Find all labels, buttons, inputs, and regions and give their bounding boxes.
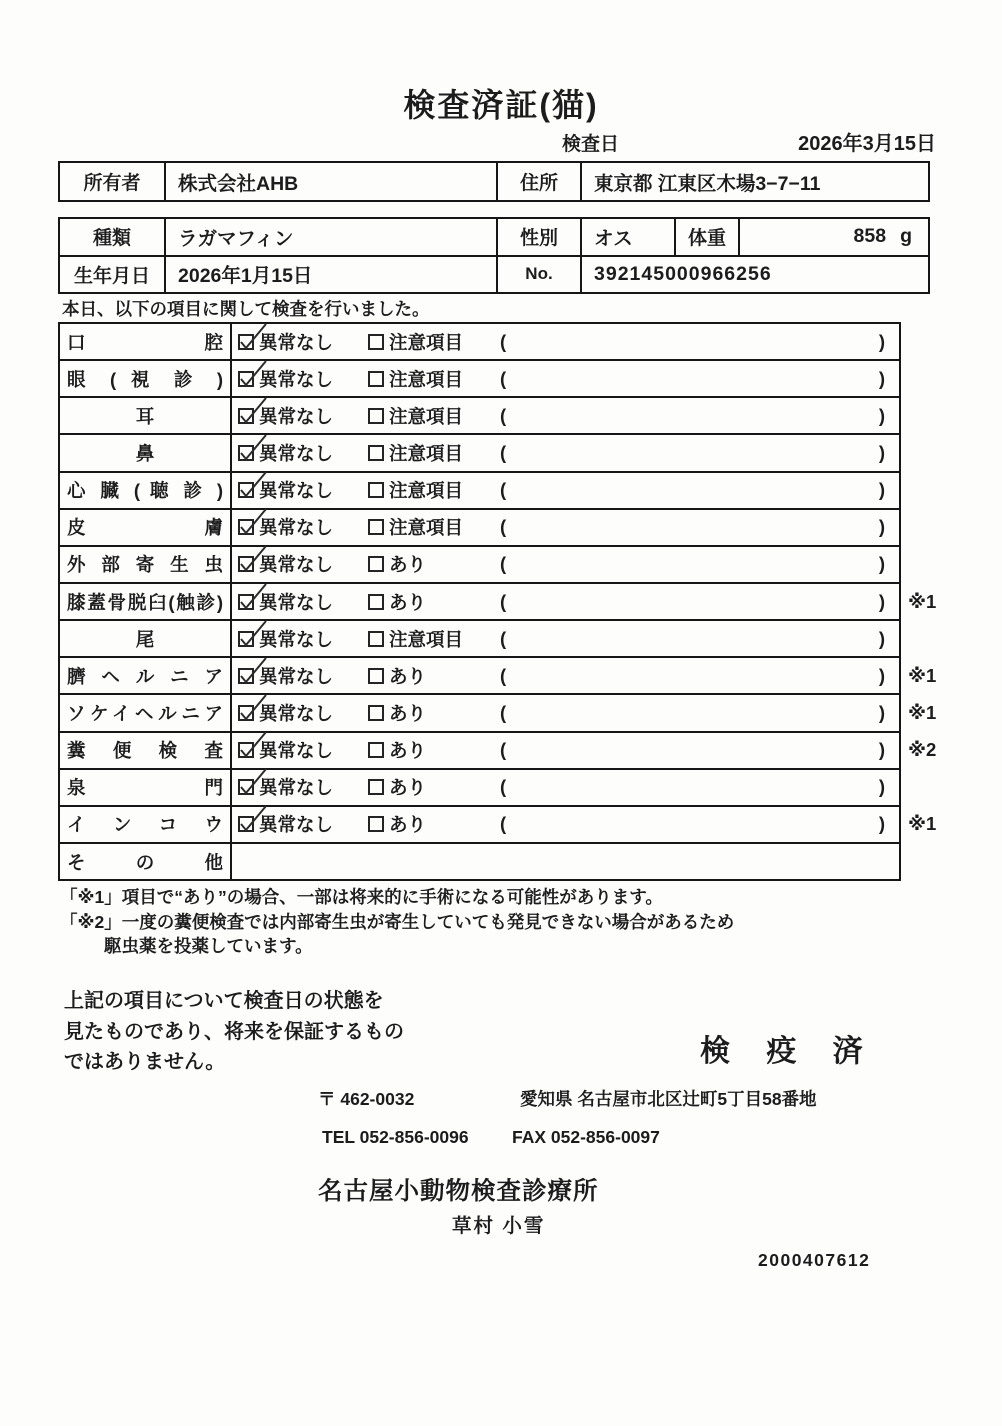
- checkbox-no-abnormality[interactable]: [238, 334, 254, 350]
- paren-open: (: [500, 776, 507, 798]
- paren-close: ): [878, 479, 885, 501]
- item-label: イ ン コ ウ: [67, 814, 223, 836]
- address-value: 東京都 江東区木場3−7−11: [594, 172, 821, 195]
- option-no-abnormality-label: 異常なし: [259, 814, 334, 836]
- pet-info-table: [58, 217, 930, 294]
- paren-open: (: [500, 813, 507, 835]
- checkbox-present[interactable]: [368, 705, 384, 721]
- paren-close: ): [878, 739, 885, 761]
- checklist-row-tail: [60, 621, 899, 658]
- option-present-label: あり: [389, 665, 427, 687]
- checklist-table: [58, 322, 937, 881]
- paren-open: (: [500, 516, 507, 538]
- footnote-2-line2: 駆虫薬を投薬しています。: [104, 936, 313, 956]
- weight-value: 858: [853, 225, 887, 248]
- option-no-abnormality-label: 異常なし: [259, 628, 334, 650]
- birth-label: 生年月日: [60, 257, 166, 293]
- footnote-mark: ※1: [908, 664, 937, 686]
- checklist-row-patella: [60, 584, 937, 621]
- option-present-label: あり: [389, 702, 427, 724]
- page-title: 検査済証(猫): [403, 87, 599, 123]
- checklist-row-eyes: [60, 361, 899, 398]
- disclaimer-line: 見たものであり、将来を保証するもの: [64, 1020, 404, 1043]
- option-no-abnormality-label: 異常なし: [259, 777, 334, 799]
- paren-close: ): [878, 664, 885, 686]
- weight-unit: g: [900, 225, 912, 248]
- option-caution-label: 注意項目: [389, 480, 464, 502]
- checkbox-no-abnormality[interactable]: [238, 816, 254, 832]
- checkbox-caution[interactable]: [368, 519, 384, 535]
- veterinarian-name: 草村 小雪: [452, 1215, 546, 1237]
- checkbox-no-abnormality[interactable]: [238, 631, 254, 647]
- checkbox-no-abnormality[interactable]: [238, 482, 254, 498]
- disclaimer-line: ではありません。: [64, 1051, 226, 1073]
- checkbox-caution[interactable]: [368, 482, 384, 498]
- clinic-address: 愛知県 名古屋市北区辻町5丁目58番地: [520, 1089, 817, 1109]
- no-label: No.: [498, 257, 582, 293]
- item-label: 心 臓 ( 聴 診 ): [67, 480, 223, 502]
- footnote-mark: ※1: [908, 590, 937, 612]
- checklist-row-ears: [60, 398, 899, 435]
- item-label: 口 腔: [67, 331, 223, 353]
- paren-close: ): [878, 330, 885, 352]
- checkbox-no-abnormality[interactable]: [238, 705, 254, 721]
- checklist-row-external-parasites: [60, 547, 899, 584]
- disclaimer: [64, 986, 404, 1078]
- paren-open: (: [500, 664, 507, 686]
- checklist-row-fontanelle: [60, 770, 899, 807]
- weight-label: 体重: [676, 219, 740, 255]
- option-no-abnormality-label: 異常なし: [259, 480, 334, 502]
- item-label: 皮 膚: [67, 517, 223, 539]
- checkbox-caution[interactable]: [368, 445, 384, 461]
- option-no-abnormality-label: 異常なし: [259, 702, 334, 724]
- clinic-tel: TEL 052-856-0096: [322, 1127, 469, 1147]
- paren-close: ): [878, 367, 885, 389]
- footnote-2-line1: 「※2」一度の糞便検査では内部寄生虫が寄生していても発見できない場合があるため: [60, 912, 735, 932]
- checklist-row-inkou: [60, 807, 937, 844]
- option-present-label: あり: [389, 814, 427, 836]
- weight-cell: [740, 219, 928, 255]
- paren-open: (: [500, 590, 507, 612]
- paren-close: ): [878, 776, 885, 798]
- option-caution-label: 注意項目: [389, 405, 464, 427]
- option-caution-label: 注意項目: [389, 331, 464, 353]
- item-label: ソケイヘルニア: [67, 702, 223, 724]
- item-label: 鼻: [135, 442, 155, 464]
- option-caution-label: 注意項目: [389, 442, 464, 464]
- option-no-abnormality-label: 異常なし: [259, 331, 334, 353]
- paren-close: ): [878, 441, 885, 463]
- checklist-row-oral: [60, 324, 899, 361]
- breed-value: ラガマフィン: [166, 219, 498, 255]
- item-label: 糞 便 検 査: [67, 740, 223, 762]
- option-present-label: あり: [389, 554, 427, 576]
- option-no-abnormality-label: 異常なし: [259, 517, 334, 539]
- checklist-intro: 本日、以下の項目に関して検査を行いました。: [62, 299, 430, 319]
- checkbox-caution[interactable]: [368, 371, 384, 387]
- quarantine-stamp: 検 疫 済: [700, 1035, 877, 1068]
- checkbox-no-abnormality[interactable]: [238, 408, 254, 424]
- paren-close: ): [878, 516, 885, 538]
- paren-open: (: [500, 479, 507, 501]
- address-label: 住所: [498, 163, 582, 200]
- checklist-row-nose: [60, 435, 899, 472]
- checkbox-caution[interactable]: [368, 408, 384, 424]
- item-label: 臍 ヘ ル ニ ア: [67, 665, 223, 687]
- breed-label: 種類: [60, 219, 166, 255]
- paren-close: ): [878, 553, 885, 575]
- exam-date-label: 検査日: [562, 134, 620, 155]
- postal-code: 〒 462-0032: [318, 1089, 415, 1109]
- option-no-abnormality-label: 異常なし: [259, 665, 334, 687]
- footnote-1: 「※1」項目で“あり”の場合、一部は将来的に手術になる可能性があります。: [60, 887, 663, 907]
- disclaimer-line: 上記の項目について検査日の状態を: [64, 990, 384, 1012]
- checkbox-present[interactable]: [368, 742, 384, 758]
- checklist-row-fecal-exam: [60, 733, 937, 770]
- paren-close: ): [878, 590, 885, 612]
- option-caution-label: 注意項目: [389, 628, 464, 650]
- serial-number: 2000407612: [758, 1250, 871, 1270]
- checklist-row-inguinal-hernia: [60, 695, 937, 732]
- checkbox-no-abnormality[interactable]: [238, 594, 254, 610]
- option-present-label: あり: [389, 777, 427, 799]
- option-no-abnormality-label: 異常なし: [259, 405, 334, 427]
- paren-close: ): [878, 813, 885, 835]
- paren-open: (: [500, 553, 507, 575]
- checkbox-no-abnormality[interactable]: [238, 742, 254, 758]
- checklist-row-skin: [60, 510, 899, 547]
- checkbox-present[interactable]: [368, 594, 384, 610]
- checkbox-present[interactable]: [368, 668, 384, 684]
- item-label: 外 部 寄 生 虫: [67, 554, 223, 576]
- paren-close: ): [878, 701, 885, 723]
- checkbox-no-abnormality[interactable]: [238, 556, 254, 572]
- checklist-row-heart: [60, 473, 899, 510]
- option-no-abnormality-label: 異常なし: [259, 591, 334, 613]
- option-present-label: あり: [389, 591, 427, 613]
- item-label: 耳: [135, 405, 155, 427]
- option-caution-label: 注意項目: [389, 517, 464, 539]
- paren-open: (: [500, 627, 507, 649]
- clinic-fax: FAX 052-856-0097: [512, 1127, 660, 1147]
- paren-open: (: [500, 330, 507, 352]
- birth-value: 2026年1月15日: [166, 257, 498, 293]
- owner-table: [58, 161, 930, 202]
- checkbox-caution[interactable]: [368, 631, 384, 647]
- paren-open: (: [500, 404, 507, 426]
- checkbox-no-abnormality[interactable]: [238, 668, 254, 684]
- checklist-row-other: [60, 844, 899, 879]
- no-value: 392145000966256: [594, 262, 772, 285]
- option-no-abnormality-label: 異常なし: [259, 442, 334, 464]
- option-no-abnormality-label: 異常なし: [259, 368, 334, 390]
- option-no-abnormality-label: 異常なし: [259, 740, 334, 762]
- checkbox-no-abnormality[interactable]: [238, 371, 254, 387]
- item-label: そ の 他: [67, 851, 223, 873]
- exam-date-value: 2026年3月15日: [798, 133, 936, 155]
- item-label: 眼 ( 視 診 ): [67, 368, 223, 390]
- sex-label: 性別: [498, 219, 582, 255]
- option-caution-label: 注意項目: [389, 368, 464, 390]
- clinic-name: 名古屋小動物検査診療所: [318, 1178, 599, 1205]
- checkbox-no-abnormality[interactable]: [238, 779, 254, 795]
- item-label: 泉 門: [67, 777, 223, 799]
- checkbox-present[interactable]: [368, 779, 384, 795]
- checkbox-caution[interactable]: [368, 334, 384, 350]
- checklist-row-umbilical-hernia: [60, 658, 937, 695]
- paren-close: ): [878, 404, 885, 426]
- footnote-mark: ※2: [908, 739, 937, 761]
- paren-close: ): [878, 627, 885, 649]
- paren-open: (: [500, 739, 507, 761]
- checkbox-no-abnormality[interactable]: [238, 445, 254, 461]
- checkbox-present[interactable]: [368, 556, 384, 572]
- option-present-label: あり: [389, 740, 427, 762]
- checkbox-no-abnormality[interactable]: [238, 519, 254, 535]
- owner-name: 株式会社AHB: [166, 163, 498, 200]
- item-label: 膝蓋骨脱臼(触診): [67, 591, 223, 613]
- footnote-mark: ※1: [908, 701, 937, 723]
- paren-open: (: [500, 367, 507, 389]
- checkbox-present[interactable]: [368, 816, 384, 832]
- paren-open: (: [500, 441, 507, 463]
- item-label: 尾: [135, 628, 155, 650]
- owner-label: 所有者: [60, 163, 166, 200]
- sex-value: オス: [582, 219, 676, 255]
- footnote-mark: ※1: [908, 813, 937, 835]
- paren-open: (: [500, 701, 507, 723]
- option-no-abnormality-label: 異常なし: [259, 554, 334, 576]
